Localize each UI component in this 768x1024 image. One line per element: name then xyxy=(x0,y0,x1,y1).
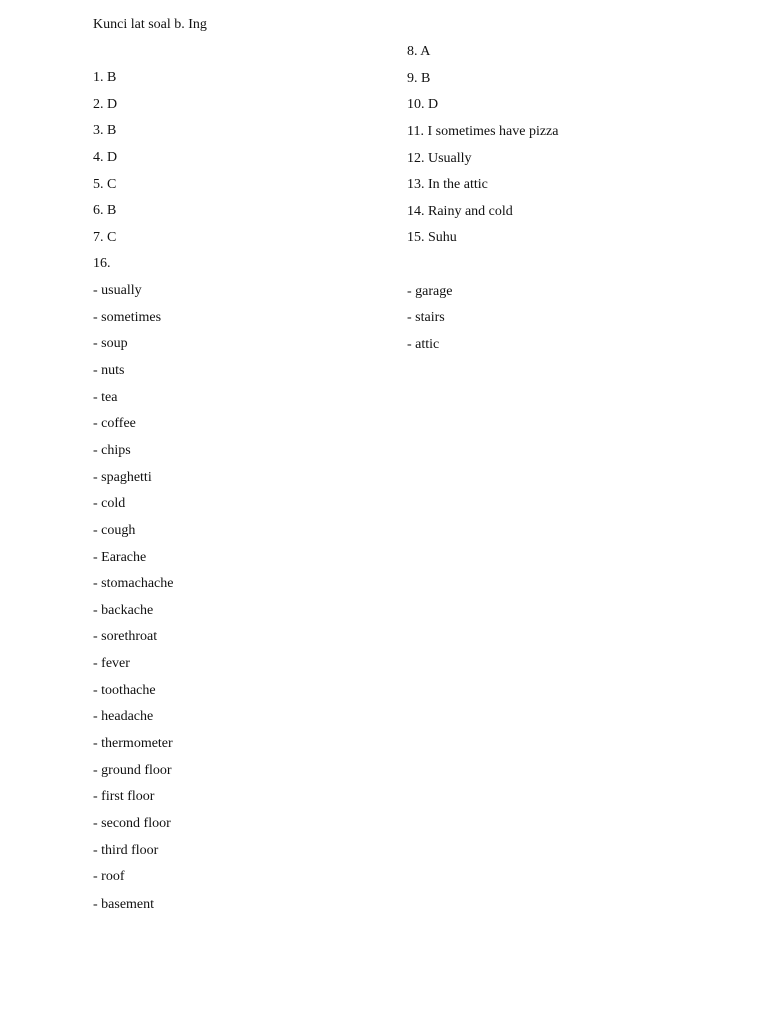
document-title: Kunci lat soal b. Ing xyxy=(93,17,207,32)
vocab-item: - ground floor xyxy=(93,762,172,778)
answer-item: 12. Usually xyxy=(407,150,472,166)
vocab-item: - headache xyxy=(93,709,154,725)
vocab-item: - soup xyxy=(93,336,128,352)
answer-item: 7. C xyxy=(93,229,117,245)
vocab-item: - tea xyxy=(93,389,118,405)
vocab-item: - coffee xyxy=(93,416,136,432)
vocab-item: - third floor xyxy=(93,842,159,858)
vocab-item: - spaghetti xyxy=(93,469,152,485)
vocab-item: - stairs xyxy=(407,310,445,326)
answer-list-left xyxy=(93,69,173,914)
vocab-item: - chips xyxy=(93,442,131,458)
vocab-item: - backache xyxy=(93,602,154,618)
answer-item: 2. D xyxy=(93,96,118,112)
vocab-item: - sometimes xyxy=(93,309,162,325)
blank-line xyxy=(407,256,558,283)
answer-item: 14. Rainy and cold xyxy=(407,203,513,219)
vocab-item: - usually xyxy=(93,283,142,299)
vocab-item: - toothache xyxy=(93,682,156,698)
vocab-item: - nuts xyxy=(93,363,125,379)
vocab-item: - cold xyxy=(93,496,126,512)
answer-item: 6. B xyxy=(93,203,117,219)
vocab-item: - garage xyxy=(407,283,453,299)
vocab-item: - first floor xyxy=(93,789,155,805)
vocab-item: - Earache xyxy=(93,549,147,565)
answer-item: 11. I sometimes have pizza xyxy=(407,123,559,139)
vocab-item: - basement xyxy=(93,896,155,912)
vocab-item: - fever xyxy=(93,656,130,672)
answer-item: 10. D xyxy=(407,97,439,113)
vocab-item: - thermometer xyxy=(93,736,173,752)
vocab-item: - cough xyxy=(93,522,136,538)
answer-list-right xyxy=(407,43,558,363)
vocab-item: - second floor xyxy=(93,815,171,831)
answer-item: 5. C xyxy=(93,176,117,192)
answer-item: 4. D xyxy=(93,149,118,165)
answer-item: 16. xyxy=(93,256,111,272)
answer-item: 8. A xyxy=(407,44,431,59)
answer-item: 1. B xyxy=(93,70,117,85)
vocab-item: - sorethroat xyxy=(93,629,158,645)
vocab-item: - attic xyxy=(407,337,440,353)
answer-item: 13. In the attic xyxy=(407,177,488,193)
vocab-item: - stomachache xyxy=(93,576,174,592)
vocab-item: - roof xyxy=(93,869,125,885)
answer-item: 9. B xyxy=(407,70,431,86)
answer-item: 15. Suhu xyxy=(407,230,457,246)
answer-item: 3. B xyxy=(93,123,117,139)
